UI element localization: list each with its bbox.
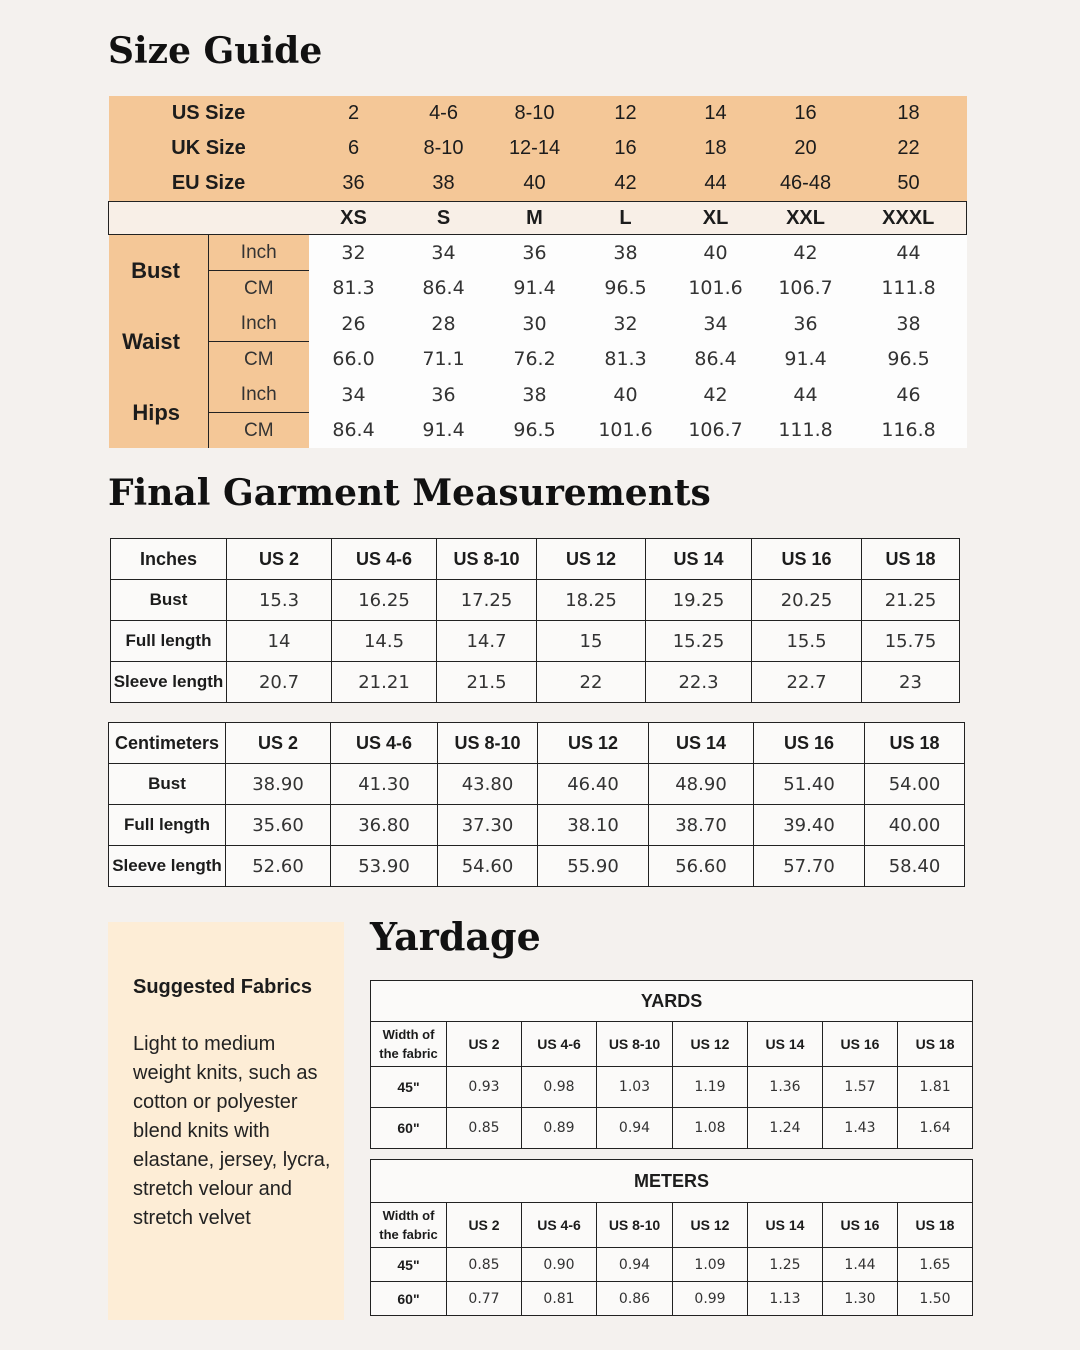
measurement-cm-value: 91.4 <box>399 413 489 449</box>
measurement-row-inch <box>109 306 967 342</box>
table-row <box>109 805 965 846</box>
table-row <box>111 662 960 703</box>
cell-value: 53.90 <box>331 846 438 887</box>
cell-value: 14.5 <box>332 621 437 662</box>
measurement-inch-value: 38 <box>581 235 671 271</box>
column-header: US 16 <box>752 539 862 580</box>
measurement-inch-value: 44 <box>761 377 851 413</box>
measurement-name: Bust <box>109 235 209 307</box>
column-header: US 4-6 <box>522 1022 597 1067</box>
size-region-value: 40 <box>489 166 581 202</box>
table-row <box>111 580 960 621</box>
size-region-value: 8-10 <box>489 96 581 131</box>
column-header: US 2 <box>227 539 332 580</box>
size-region-value: 14 <box>671 96 761 131</box>
width-header-line2: the fabric <box>379 1046 438 1061</box>
row-label: Sleeve length <box>109 846 226 887</box>
size-region-label: US Size <box>109 96 309 131</box>
letter-size-label: L <box>581 202 671 235</box>
size-region-row <box>109 131 967 166</box>
cell-value: 0.86 <box>597 1282 673 1316</box>
size-region-value: 46-48 <box>761 166 851 202</box>
cell-value: 1.44 <box>823 1248 898 1282</box>
measurement-name: Waist <box>109 306 209 377</box>
column-header: US 14 <box>748 1022 823 1067</box>
size-region-value: 16 <box>761 96 851 131</box>
measurement-cm-value: 76.2 <box>489 342 581 378</box>
cell-value: 15.25 <box>646 621 752 662</box>
cell-value: 43.80 <box>438 764 538 805</box>
row-label: Sleeve length <box>111 662 227 703</box>
column-header: US 14 <box>748 1203 823 1248</box>
cell-value: 18.25 <box>537 580 646 621</box>
row-label: Full length <box>111 621 227 662</box>
measurement-row-inch <box>109 235 967 271</box>
suggested-fabrics-text: Light to medium weight knits, such as cotton or polyester blend knits with elastane, jersey, lycra, stretch velour and stretch velvet <box>133 1033 331 1229</box>
measurement-cm-value: 96.5 <box>581 271 671 307</box>
cell-value: 16.25 <box>332 580 437 621</box>
table-row <box>109 764 965 805</box>
cell-value: 0.85 <box>447 1248 522 1282</box>
measurement-cm-value: 81.3 <box>309 271 399 307</box>
column-header: US 8-10 <box>597 1203 673 1248</box>
cell-value: 0.85 <box>447 1108 522 1149</box>
cell-value: 22 <box>537 662 646 703</box>
size-region-value: 12-14 <box>489 131 581 166</box>
unit-label-inch: Inch <box>209 235 309 271</box>
column-header: US 4-6 <box>332 539 437 580</box>
table-row <box>109 846 965 887</box>
measurement-inch-value: 36 <box>489 235 581 271</box>
column-header: US 16 <box>823 1022 898 1067</box>
cell-value: 1.19 <box>673 1067 748 1108</box>
cell-value: 35.60 <box>226 805 331 846</box>
fabric-width: 45" <box>371 1248 447 1282</box>
size-region-value: 42 <box>581 166 671 202</box>
cell-value: 0.77 <box>447 1282 522 1316</box>
measurement-inch-value: 42 <box>671 377 761 413</box>
measurement-cm-value: 91.4 <box>489 271 581 307</box>
cell-value: 19.25 <box>646 580 752 621</box>
cell-value: 52.60 <box>226 846 331 887</box>
cell-value: 1.50 <box>898 1282 973 1316</box>
cell-value: 15 <box>537 621 646 662</box>
cell-value: 46.40 <box>538 764 649 805</box>
measurement-cm-value: 96.5 <box>851 342 967 378</box>
size-region-row <box>109 166 967 202</box>
letter-size-label: XS <box>309 202 399 235</box>
measurement-cm-value: 86.4 <box>309 413 399 449</box>
size-region-value: 12 <box>581 96 671 131</box>
size-region-value: 22 <box>851 131 967 166</box>
cell-value: 38.10 <box>538 805 649 846</box>
table-row <box>371 1108 973 1149</box>
cell-value: 15.5 <box>752 621 862 662</box>
size-guide-title: Size Guide <box>108 30 323 72</box>
column-header: US 12 <box>673 1022 748 1067</box>
measurement-inch-value: 26 <box>309 306 399 342</box>
unit-label-inch: Inch <box>209 377 309 413</box>
column-header: US 12 <box>537 539 646 580</box>
cell-value: 48.90 <box>649 764 754 805</box>
cell-value: 22.7 <box>752 662 862 703</box>
column-header: US 4-6 <box>331 723 438 764</box>
table-caption: YARDS <box>371 981 973 1022</box>
size-region-value: 44 <box>671 166 761 202</box>
measurement-cm-value: 81.3 <box>581 342 671 378</box>
measurement-inch-value: 46 <box>851 377 967 413</box>
column-header: US 8-10 <box>437 539 537 580</box>
column-header: US 2 <box>226 723 331 764</box>
cell-value: 1.65 <box>898 1248 973 1282</box>
column-header: US 14 <box>649 723 754 764</box>
size-region-value: 6 <box>309 131 399 166</box>
column-header: US 4-6 <box>522 1203 597 1248</box>
cell-value: 21.5 <box>437 662 537 703</box>
cell-value: 38.70 <box>649 805 754 846</box>
unit-label-inch: Inch <box>209 306 309 342</box>
size-region-label: EU Size <box>109 166 309 202</box>
fabric-width: 45" <box>371 1067 447 1108</box>
cell-value: 0.89 <box>522 1108 597 1149</box>
width-header <box>371 1022 447 1067</box>
measurement-inch-value: 42 <box>761 235 851 271</box>
cell-value: 58.40 <box>865 846 965 887</box>
measurement-name: Hips <box>109 377 209 448</box>
final-garment-title: Final Garment Measurements <box>108 472 711 514</box>
size-region-value: 2 <box>309 96 399 131</box>
cell-value: 21.21 <box>332 662 437 703</box>
letter-size-label: XXXL <box>851 202 967 235</box>
letter-size-label: XXL <box>761 202 851 235</box>
measurement-cm-value: 111.8 <box>851 271 967 307</box>
cell-value: 1.08 <box>673 1108 748 1149</box>
measurement-row-cm <box>109 271 967 307</box>
fabric-width: 60" <box>371 1108 447 1149</box>
measurement-inch-value: 38 <box>851 306 967 342</box>
fabric-width: 60" <box>371 1282 447 1316</box>
size-region-value: 50 <box>851 166 967 202</box>
cell-value: 0.81 <box>522 1282 597 1316</box>
measurement-cm-value: 86.4 <box>399 271 489 307</box>
suggested-fabrics-box <box>108 922 344 1320</box>
cell-value: 1.24 <box>748 1108 823 1149</box>
column-header: US 18 <box>862 539 960 580</box>
cell-value: 0.94 <box>597 1248 673 1282</box>
column-header: Inches <box>111 539 227 580</box>
letter-size-label: M <box>489 202 581 235</box>
column-header: US 8-10 <box>597 1022 673 1067</box>
caption-row <box>371 1160 973 1203</box>
cell-value: 55.90 <box>538 846 649 887</box>
column-header: US 14 <box>646 539 752 580</box>
cell-value: 54.60 <box>438 846 538 887</box>
measurement-row-cm <box>109 413 967 449</box>
yardage-yards-table <box>370 980 973 1149</box>
size-region-value: 16 <box>581 131 671 166</box>
cell-value: 1.30 <box>823 1282 898 1316</box>
cell-value: 36.80 <box>331 805 438 846</box>
unit-label-cm: CM <box>209 271 309 307</box>
cell-value: 1.25 <box>748 1248 823 1282</box>
letter-size-row <box>109 202 967 235</box>
table-caption: METERS <box>371 1160 973 1203</box>
cell-value: 1.43 <box>823 1108 898 1149</box>
cell-value: 51.40 <box>754 764 865 805</box>
cell-value: 38.90 <box>226 764 331 805</box>
measurement-cm-value: 111.8 <box>761 413 851 449</box>
column-header: US 16 <box>754 723 865 764</box>
table-row <box>371 1282 973 1316</box>
cell-value: 1.09 <box>673 1248 748 1282</box>
measurement-cm-value: 101.6 <box>671 271 761 307</box>
column-header: US 2 <box>447 1022 522 1067</box>
cell-value: 1.13 <box>748 1282 823 1316</box>
row-label: Bust <box>111 580 227 621</box>
measurement-inch-value: 44 <box>851 235 967 271</box>
measurement-cm-value: 71.1 <box>399 342 489 378</box>
unit-label-cm: CM <box>209 342 309 378</box>
cell-value: 54.00 <box>865 764 965 805</box>
table-row <box>371 1248 973 1282</box>
measurement-inch-value: 30 <box>489 306 581 342</box>
cell-value: 1.03 <box>597 1067 673 1108</box>
column-header: US 18 <box>898 1203 973 1248</box>
measurement-cm-value: 116.8 <box>851 413 967 449</box>
cell-value: 20.25 <box>752 580 862 621</box>
measurement-cm-value: 66.0 <box>309 342 399 378</box>
column-header: US 8-10 <box>438 723 538 764</box>
caption-row <box>371 981 973 1022</box>
size-region-row <box>109 96 967 131</box>
measurement-inch-value: 34 <box>399 235 489 271</box>
cell-value: 1.36 <box>748 1067 823 1108</box>
column-header: US 18 <box>898 1022 973 1067</box>
size-region-value: 4-6 <box>399 96 489 131</box>
cell-value: 20.7 <box>227 662 332 703</box>
column-header: US 2 <box>447 1203 522 1248</box>
width-header-line1: Width of <box>382 1208 435 1223</box>
measurement-inch-value: 40 <box>671 235 761 271</box>
measurement-cm-value: 106.7 <box>671 413 761 449</box>
table-row <box>371 1067 973 1108</box>
cell-value: 39.40 <box>754 805 865 846</box>
cell-value: 0.93 <box>447 1067 522 1108</box>
cell-value: 40.00 <box>865 805 965 846</box>
measurement-inch-value: 28 <box>399 306 489 342</box>
header-row <box>111 539 960 580</box>
column-header: US 18 <box>865 723 965 764</box>
measurement-cm-value: 86.4 <box>671 342 761 378</box>
letter-size-blank <box>109 202 309 235</box>
final-garment-inches-table <box>110 538 960 703</box>
size-region-value: 20 <box>761 131 851 166</box>
size-region-label: UK Size <box>109 131 309 166</box>
cell-value: 23 <box>862 662 960 703</box>
cell-value: 15.3 <box>227 580 332 621</box>
width-header-line2: the fabric <box>379 1227 438 1242</box>
yardage-meters-table <box>370 1159 973 1316</box>
cell-value: 14.7 <box>437 621 537 662</box>
size-guide-table <box>108 96 966 446</box>
suggested-fabrics-title: Suggested Fabrics <box>133 976 312 998</box>
cell-value: 15.75 <box>862 621 960 662</box>
cell-value: 17.25 <box>437 580 537 621</box>
unit-label-cm: CM <box>209 413 309 449</box>
measurement-inch-value: 32 <box>309 235 399 271</box>
cell-value: 0.94 <box>597 1108 673 1149</box>
cell-value: 14 <box>227 621 332 662</box>
header-row <box>371 1022 973 1067</box>
header-row <box>371 1203 973 1248</box>
column-header: Centimeters <box>109 723 226 764</box>
cell-value: 41.30 <box>331 764 438 805</box>
letter-size-label: S <box>399 202 489 235</box>
size-region-value: 18 <box>671 131 761 166</box>
measurement-row-inch <box>109 377 967 413</box>
measurement-cm-value: 96.5 <box>489 413 581 449</box>
final-garment-centimeters-table <box>108 722 965 887</box>
cell-value: 56.60 <box>649 846 754 887</box>
measurement-inch-value: 36 <box>399 377 489 413</box>
row-label: Full length <box>109 805 226 846</box>
size-region-value: 36 <box>309 166 399 202</box>
cell-value: 57.70 <box>754 846 865 887</box>
column-header: US 12 <box>673 1203 748 1248</box>
letter-size-label: XL <box>671 202 761 235</box>
cell-value: 1.64 <box>898 1108 973 1149</box>
measurement-inch-value: 32 <box>581 306 671 342</box>
size-region-value: 8-10 <box>399 131 489 166</box>
width-header-line1: Width of <box>382 1027 435 1042</box>
measurement-cm-value: 91.4 <box>761 342 851 378</box>
row-label: Bust <box>109 764 226 805</box>
measurement-cm-value: 106.7 <box>761 271 851 307</box>
measurement-row-cm <box>109 342 967 378</box>
size-region-value: 18 <box>851 96 967 131</box>
cell-value: 1.81 <box>898 1067 973 1108</box>
cell-value: 37.30 <box>438 805 538 846</box>
cell-value: 22.3 <box>646 662 752 703</box>
cell-value: 0.90 <box>522 1248 597 1282</box>
column-header: US 16 <box>823 1203 898 1248</box>
cell-value: 0.99 <box>673 1282 748 1316</box>
measurement-inch-value: 34 <box>671 306 761 342</box>
cell-value: 21.25 <box>862 580 960 621</box>
yardage-title: Yardage <box>370 914 541 959</box>
cell-value: 0.98 <box>522 1067 597 1108</box>
header-row <box>109 723 965 764</box>
measurement-inch-value: 38 <box>489 377 581 413</box>
cell-value: 1.57 <box>823 1067 898 1108</box>
table-row <box>111 621 960 662</box>
width-header <box>371 1203 447 1248</box>
measurement-cm-value: 101.6 <box>581 413 671 449</box>
size-region-value: 38 <box>399 166 489 202</box>
measurement-inch-value: 36 <box>761 306 851 342</box>
measurement-inch-value: 34 <box>309 377 399 413</box>
measurement-inch-value: 40 <box>581 377 671 413</box>
column-header: US 12 <box>538 723 649 764</box>
